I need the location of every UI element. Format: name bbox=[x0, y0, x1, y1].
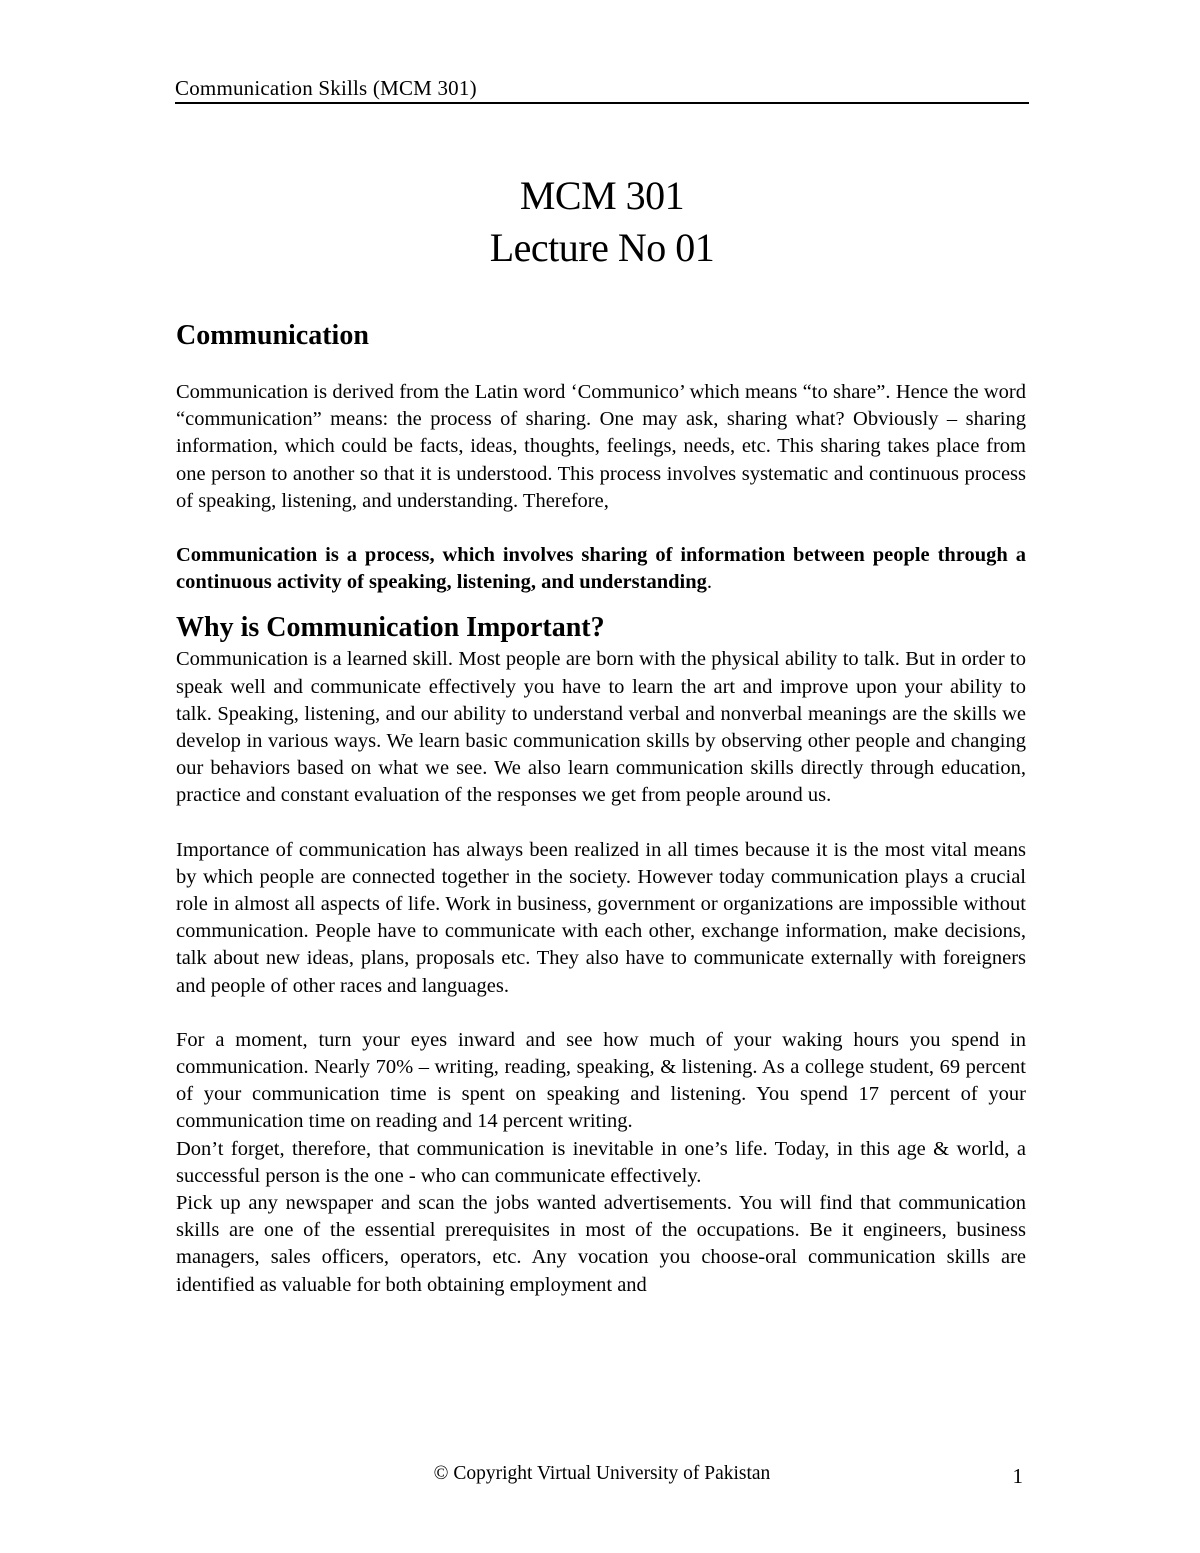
paragraph-definition bbox=[176, 542, 1026, 596]
paragraph-newspaper: Pick up any newspaper and scan the jobs wanted advertisements. You will find that communication skills are one of the essential prerequisites in most of the occupations. Be it engineers, business managers, sales officers, operators, etc. Any vocation you choose-oral communication skills are identified as valuable for both obtaining employment and bbox=[176, 1192, 1026, 1296]
paragraph-definition-intro: Communication is derived from the Latin word ‘Communico’ which means “to share”. Hence the word “communication” means: the process of sharing. One may ask, sharing what? Obviously – sharing information, which could be facts, ideas, thoughts, feelings, needs, etc. This sharing takes place from one person to another so that it is understood. This process involves systematic and continuous process of speaking, listening, and understanding. Therefore, bbox=[176, 381, 1026, 512]
paragraph-time-spent: For a moment, turn your eyes inward and see how much of your waking hours you spend in communication. Nearly 70% – writing, reading, speaking, & listening. As a college student, 69 percent of your communication time is spent on speaking and listening. You spend 17 percent of your communication time on reading and 14 percent writing. bbox=[176, 1028, 1026, 1133]
page-number: 1 bbox=[1012, 1464, 1023, 1488]
paragraph-learned-skill: Communication is a learned skill. Most people are born with the physical ability to talk. But in order to speak well and communicate effectively you have to learn the art and improve upon your ability to talk. Speaking, listening, and our ability to understand verbal and nonverbal meanings are the skills we develop in various ways. We learn basic communication skills by observing other people and changing our behaviors based on what we see. We also learn communication skills directly through education, practice and constant evaluation of the responses we get from people around us. bbox=[176, 648, 1026, 807]
paragraph-importance: Importance of communication has always been realized in all times because it is the most vital means by which people are connected together in the society. However today communication plays a crucial role in almost all aspects of life. Work in business, government or organizations are impossible without communication. People have to communicate with each other, exchange information, make decisions, talk about new ideas, plans, proposals etc. They also have to communicate externally with foreigners and people of other races and languages. bbox=[176, 838, 1026, 997]
course-title: MCM 301 bbox=[519, 173, 685, 218]
running-header bbox=[175, 74, 1029, 104]
lecture-title: Lecture No 01 bbox=[489, 225, 715, 270]
section-heading-communication: Communication bbox=[176, 320, 369, 351]
definition-period: . bbox=[706, 571, 712, 594]
paragraph-inevitable: Don’t forget, therefore, that communication is inevitable in one’s life. Today, in this age & world, a successful person is the one - who can communicate effectively. bbox=[176, 1137, 1026, 1187]
running-header-title: Communication Skills (MCM 301) bbox=[175, 76, 477, 100]
title-block bbox=[175, 170, 1029, 274]
body-content bbox=[176, 318, 1026, 1299]
definition-bold-text: Communication is a process, which involves sharing of information between people through a continuous activity of speaking, listening, and understanding bbox=[176, 544, 1026, 594]
page-footer bbox=[175, 1460, 1029, 1488]
section-heading-importance: Why is Communication Important? bbox=[176, 612, 605, 644]
copyright-notice: © Copyright Virtual University of Pakistan bbox=[433, 1463, 771, 1484]
